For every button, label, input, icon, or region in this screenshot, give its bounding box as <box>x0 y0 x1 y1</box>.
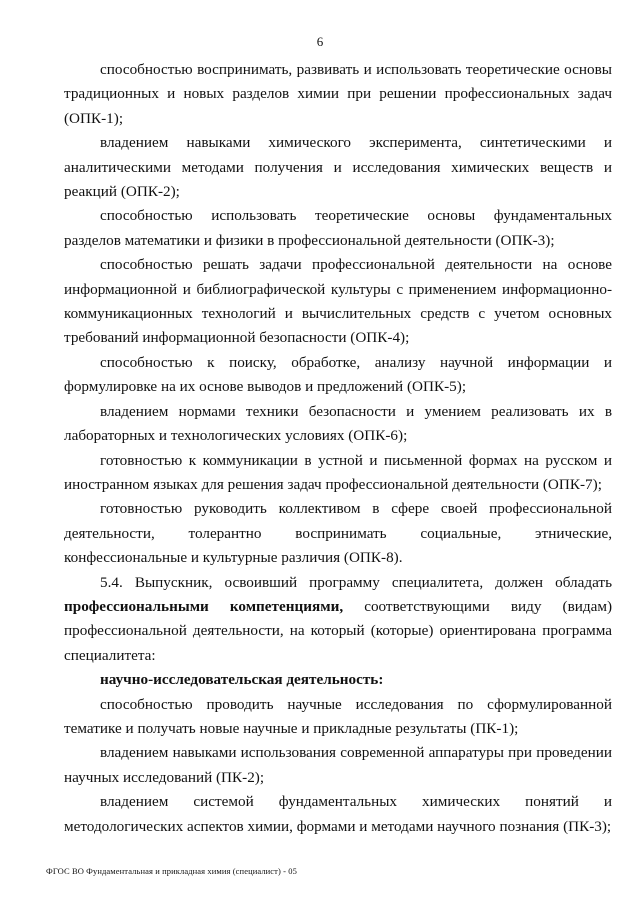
paragraph-pk-3: владением системой фундаментальных химических понятий и методологических аспектов химии, формами и методами научного познания (ПК-3); <box>64 793 612 835</box>
page-number: 6 <box>316 34 324 49</box>
section-5-4-end: соответствующими виду (видам) профессиональной деятельности, на который (которые) ориентирована программа специалитета: <box>64 597 613 664</box>
subheading-research-activity: научно-исследовательская деятельность: <box>100 671 384 689</box>
paragraph-pk-1: способностью проводить научные исследования по сформулированной тематике и получать новые научные и прикладные результаты (ПК-1); <box>64 695 612 737</box>
paragraph-opk-1: способностью воспринимать, развивать и использовать теоретические основы традиционных и новых разделов химии при решении профессиональных задач (ОПК-1); <box>64 61 612 127</box>
paragraph-opk-6: владением нормами техники безопасности и умением реализовать их в лабораторных и технологических условиях (ОПК-6); <box>64 402 612 445</box>
paragraph-opk-5: способностью к поиску, обработке, анализу научной информации и формулировке на их основе выводов и предложений (ОПК-5); <box>64 353 612 396</box>
paragraph-opk-4: способностью решать задачи профессиональной деятельности на основе информационной и библиографической культуры с применением информационно-коммуникационных технологий и вычислительных средств с учетом основных требований информационной безопасности (ОПК-4); <box>64 256 612 347</box>
page-footer: ФГОС ВО Фундаментальная и прикладная химия (специалист) - 05 <box>46 866 298 876</box>
paragraph-opk-8: готовностью руководить коллективом в сфере своей профессиональной деятельности, толерантно воспринимать социальные, этнические, конфессиональные и культурные различия (ОПК-8). <box>64 500 612 567</box>
document-body <box>64 58 612 839</box>
section-5-4-paragraph <box>64 571 612 669</box>
paragraph-opk-2: владением навыками химического эксперимента, синтетическими и аналитическими методами получения и исследования химических веществ и реакций (ОПК-2); <box>64 134 612 201</box>
paragraph-opk-7: готовностью к коммуникации в устной и письменной формах на русском и иностранном языках для решения задач профессиональной деятельности (ОПК-7); <box>64 451 612 493</box>
paragraph-pk-2: владением навыками использования современной аппаратуры при проведении научных исследований (ПК-2); <box>64 744 612 786</box>
section-5-4-start: 5.4. Выпускник, освоивший программу специалитета, должен обладать <box>100 573 612 591</box>
paragraph-opk-3: способностью использовать теоретические основы фундаментальных разделов математики и физики в профессиональной деятельности (ОПК-3); <box>64 207 612 249</box>
section-5-4-bold: профессиональными компетенциями, <box>64 597 344 615</box>
